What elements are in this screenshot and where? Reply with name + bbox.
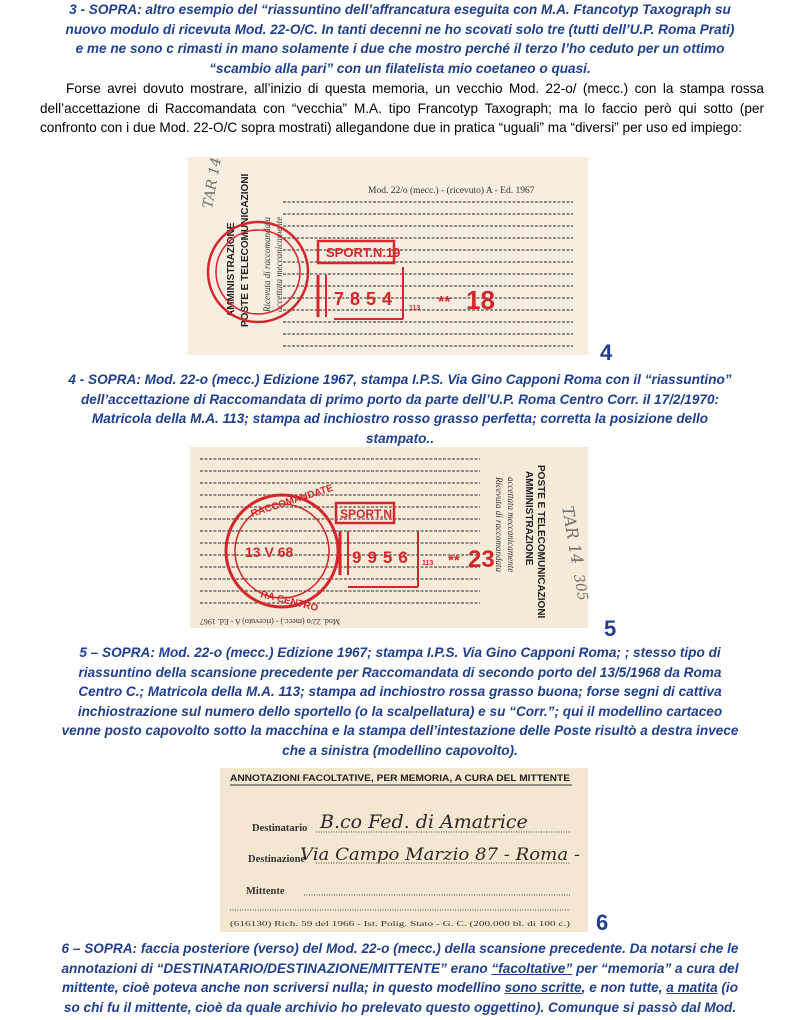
caption-6-text: per “memoria” a cura del <box>572 960 739 976</box>
caption-3 <box>40 0 760 78</box>
caption-3-line: e me ne sono c rimasti in mano solamente i due che mostro perché il terzo l’ho ceduto per un ottimo <box>75 41 725 56</box>
caption-4-line: dell’accettazione di Raccomandata di primo porto da parte dell’U.P. Roma Centro Corr. il 17/2/1970: <box>80 391 720 407</box>
caption-6-text: mittente, cioè poteva anche non scriversi nulla; in questo modellino <box>61 980 505 995</box>
scan-5-pencil-number: 305 <box>570 572 591 603</box>
scan-4-number: 4 <box>600 340 613 365</box>
scan-5-circle-bottom: RA CENTRO <box>259 589 320 615</box>
caption-6-text: , e non tutte, <box>581 980 667 995</box>
scan-4-stamp-amount: 18 <box>466 285 495 315</box>
caption-5 <box>40 643 760 760</box>
scan-4-header: Mod. 22/o (mecc.) - (ricevuto) A - Ed. 1967 <box>368 186 535 196</box>
scan-6-heading: ANNOTAZIONI FACOLTATIVE, PER MEMORIA, A CURA DEL MITTENTE <box>230 773 570 784</box>
caption-4-line: Matricola della M.A. 113; stampa ad inchiostro rosso grasso perfetta; corretta la posizione dello <box>91 411 709 426</box>
scan-5-stamp-box: SPORT.N. <box>340 507 396 521</box>
scan-5-number: 5 <box>604 616 617 641</box>
scan-4-vertical-poste: POSTE E TELECOMUNICAZIONI <box>240 173 251 327</box>
scan-5-flipped-footer: Mod. 22/o (mecc.) - (ricevuto) A - Ed. 1967 <box>199 617 340 626</box>
caption-6-underlined: sono scritte <box>504 980 582 995</box>
scan-6-footer: (616130) Rich. 59 del 1966 - Ist. Polig. Stato - G. C. (200.000 bl. di 100 c.) <box>230 919 571 928</box>
caption-5-line: che a sinistra (modellino capovolto). <box>282 742 518 758</box>
caption-6-line: so chi fu il mittente, cioè da quale archivio ho prelevato questo oggettino). Comunque si passò dal Mod. <box>63 999 737 1015</box>
scan-6-label-destinatario: Destinatario <box>252 823 308 834</box>
scan-6-value-destinatario: B.co Fed. di Amatrice <box>320 811 528 833</box>
caption-4-line: 4 - SOPRA: Mod. 22-o (mecc.) Edizione 1967, stampa I.P.S. Via Gino Capponi Roma con il “riassuntino” <box>68 372 732 387</box>
scan-5-circle-top: RACCOMANDATE <box>249 482 335 520</box>
scan-5-image <box>190 447 591 628</box>
caption-4-line: stampato.. <box>366 430 434 446</box>
caption-6 <box>40 939 760 1017</box>
caption-3-line: nuovo modulo di ricevuta Mod. 22-O/C. In tanti decenni ne ho scovati solo tre (tutti dell’U.P. Roma Prati) <box>65 21 735 37</box>
scan-5-vertical-ricevuta: Ricevuta di raccomandata <box>494 477 504 572</box>
caption-5-line: 5 – SOPRA: Mod. 22-o (mecc.) Edizione 1967; stampa I.P.S. Via Gino Capponi Roma; ; stesso tipo di <box>79 645 721 660</box>
caption-5-line: venne posto capovolto sotto la macchina e la stampa dell’intestazione delle Poste risultò a destra invece <box>61 723 739 738</box>
scan-4-stamp-stars: ** <box>438 294 451 311</box>
scan-6-value-destinazione: Via Campo Marzio 87 - Roma - <box>300 845 581 865</box>
scan-6-label-destinazione: Destinazione <box>248 854 306 865</box>
scan-5-stars: ** <box>448 552 460 569</box>
scan-4-vertical-accettata: accettata meccanicamente <box>274 216 284 312</box>
caption-6-text: annotazioni di “DESTINATARIO/DESTINAZIONE/MITTENTE” erano <box>61 960 492 976</box>
caption-3-line: “scambio alla pari” con un filatelista mio coetaneo o quasi. <box>209 60 591 76</box>
scan-6-number: 6 <box>596 910 609 935</box>
scan-4-vertical-admin: AMMINISTRAZIONE <box>226 222 237 317</box>
scan-4-vertical-ricevuta: Ricevuta di raccomandata <box>262 217 272 312</box>
scan-4-stamp-box: SPORT.N.19 <box>326 245 401 260</box>
scan-5-vertical-poste: POSTE E TELECOMUNICAZIONI <box>535 465 546 619</box>
caption-3-line: 3 - SOPRA: altro esempio del “riassuntino dell’affrancatura eseguita con M.A. Ftancotyp Taxograph su <box>69 2 731 17</box>
caption-6-line: 6 – SOPRA: faccia posteriore (verso) del Mod. 22-o (mecc.) della scansione precedente. Da notarsi che le <box>61 941 739 956</box>
intro-paragraph: Forse avrei dovuto mostrare, all’inizio di questa memoria, un vecchio Mod. 22-o/ (mecc.) con la stampa rossa dell’accettazione di Raccomandata con “vecchia” M.A. tipo Francotyp Taxograph; ma lo faccio però qui sotto (per confronto con i due Mod. 22-O/C sopra mostrati) allegandone due in pratica “uguali” ma “diversi” per uso ed impiego: <box>40 81 764 135</box>
caption-6-line <box>40 959 760 979</box>
caption-6-line <box>40 978 760 998</box>
scan-5-stamp-code: 113 <box>422 560 434 567</box>
caption-6-underlined: “facoltative” <box>491 960 573 976</box>
scan-5-vertical-accettata: accettata meccanicamente <box>506 477 516 573</box>
scan-5-pencil-note: TAR 14 <box>558 504 587 566</box>
scan-4-image <box>188 157 588 355</box>
scan-5-stamp-amount: 23 <box>468 546 495 573</box>
caption-4 <box>40 370 760 448</box>
scan-4-stamp-number: 7854 <box>334 289 399 309</box>
caption-6-text: (io <box>717 980 739 995</box>
caption-5-line: inchiostrazione sul numero dello sportello (o la scalpellatura) e su “Corr.”; qui il modellino cartaceo <box>77 703 723 719</box>
scan-5-stamp-number: 9956 <box>352 548 414 567</box>
scan-5-date: 13 V 68 <box>245 544 294 560</box>
scan-5-vertical-admin: AMMINISTRAZIONE <box>523 471 534 566</box>
scan-6-label-mittente: Mittente <box>246 886 285 897</box>
caption-5-line: Centro C.; Matricola della M.A. 113; stampa ad inchiostro rossa grasso buona; forse segni di cattiva <box>78 684 722 699</box>
caption-6-underlined: a matita <box>666 980 718 995</box>
scan-6-image <box>220 768 588 932</box>
caption-5-line: riassuntino della scansione precedente per Raccomandata di secondo porto del 13/5/1968 da Roma <box>78 664 722 680</box>
scan-4-pencil-note: TAR 14 <box>200 156 225 210</box>
scan-4-stamp-code: 113 <box>409 305 421 312</box>
